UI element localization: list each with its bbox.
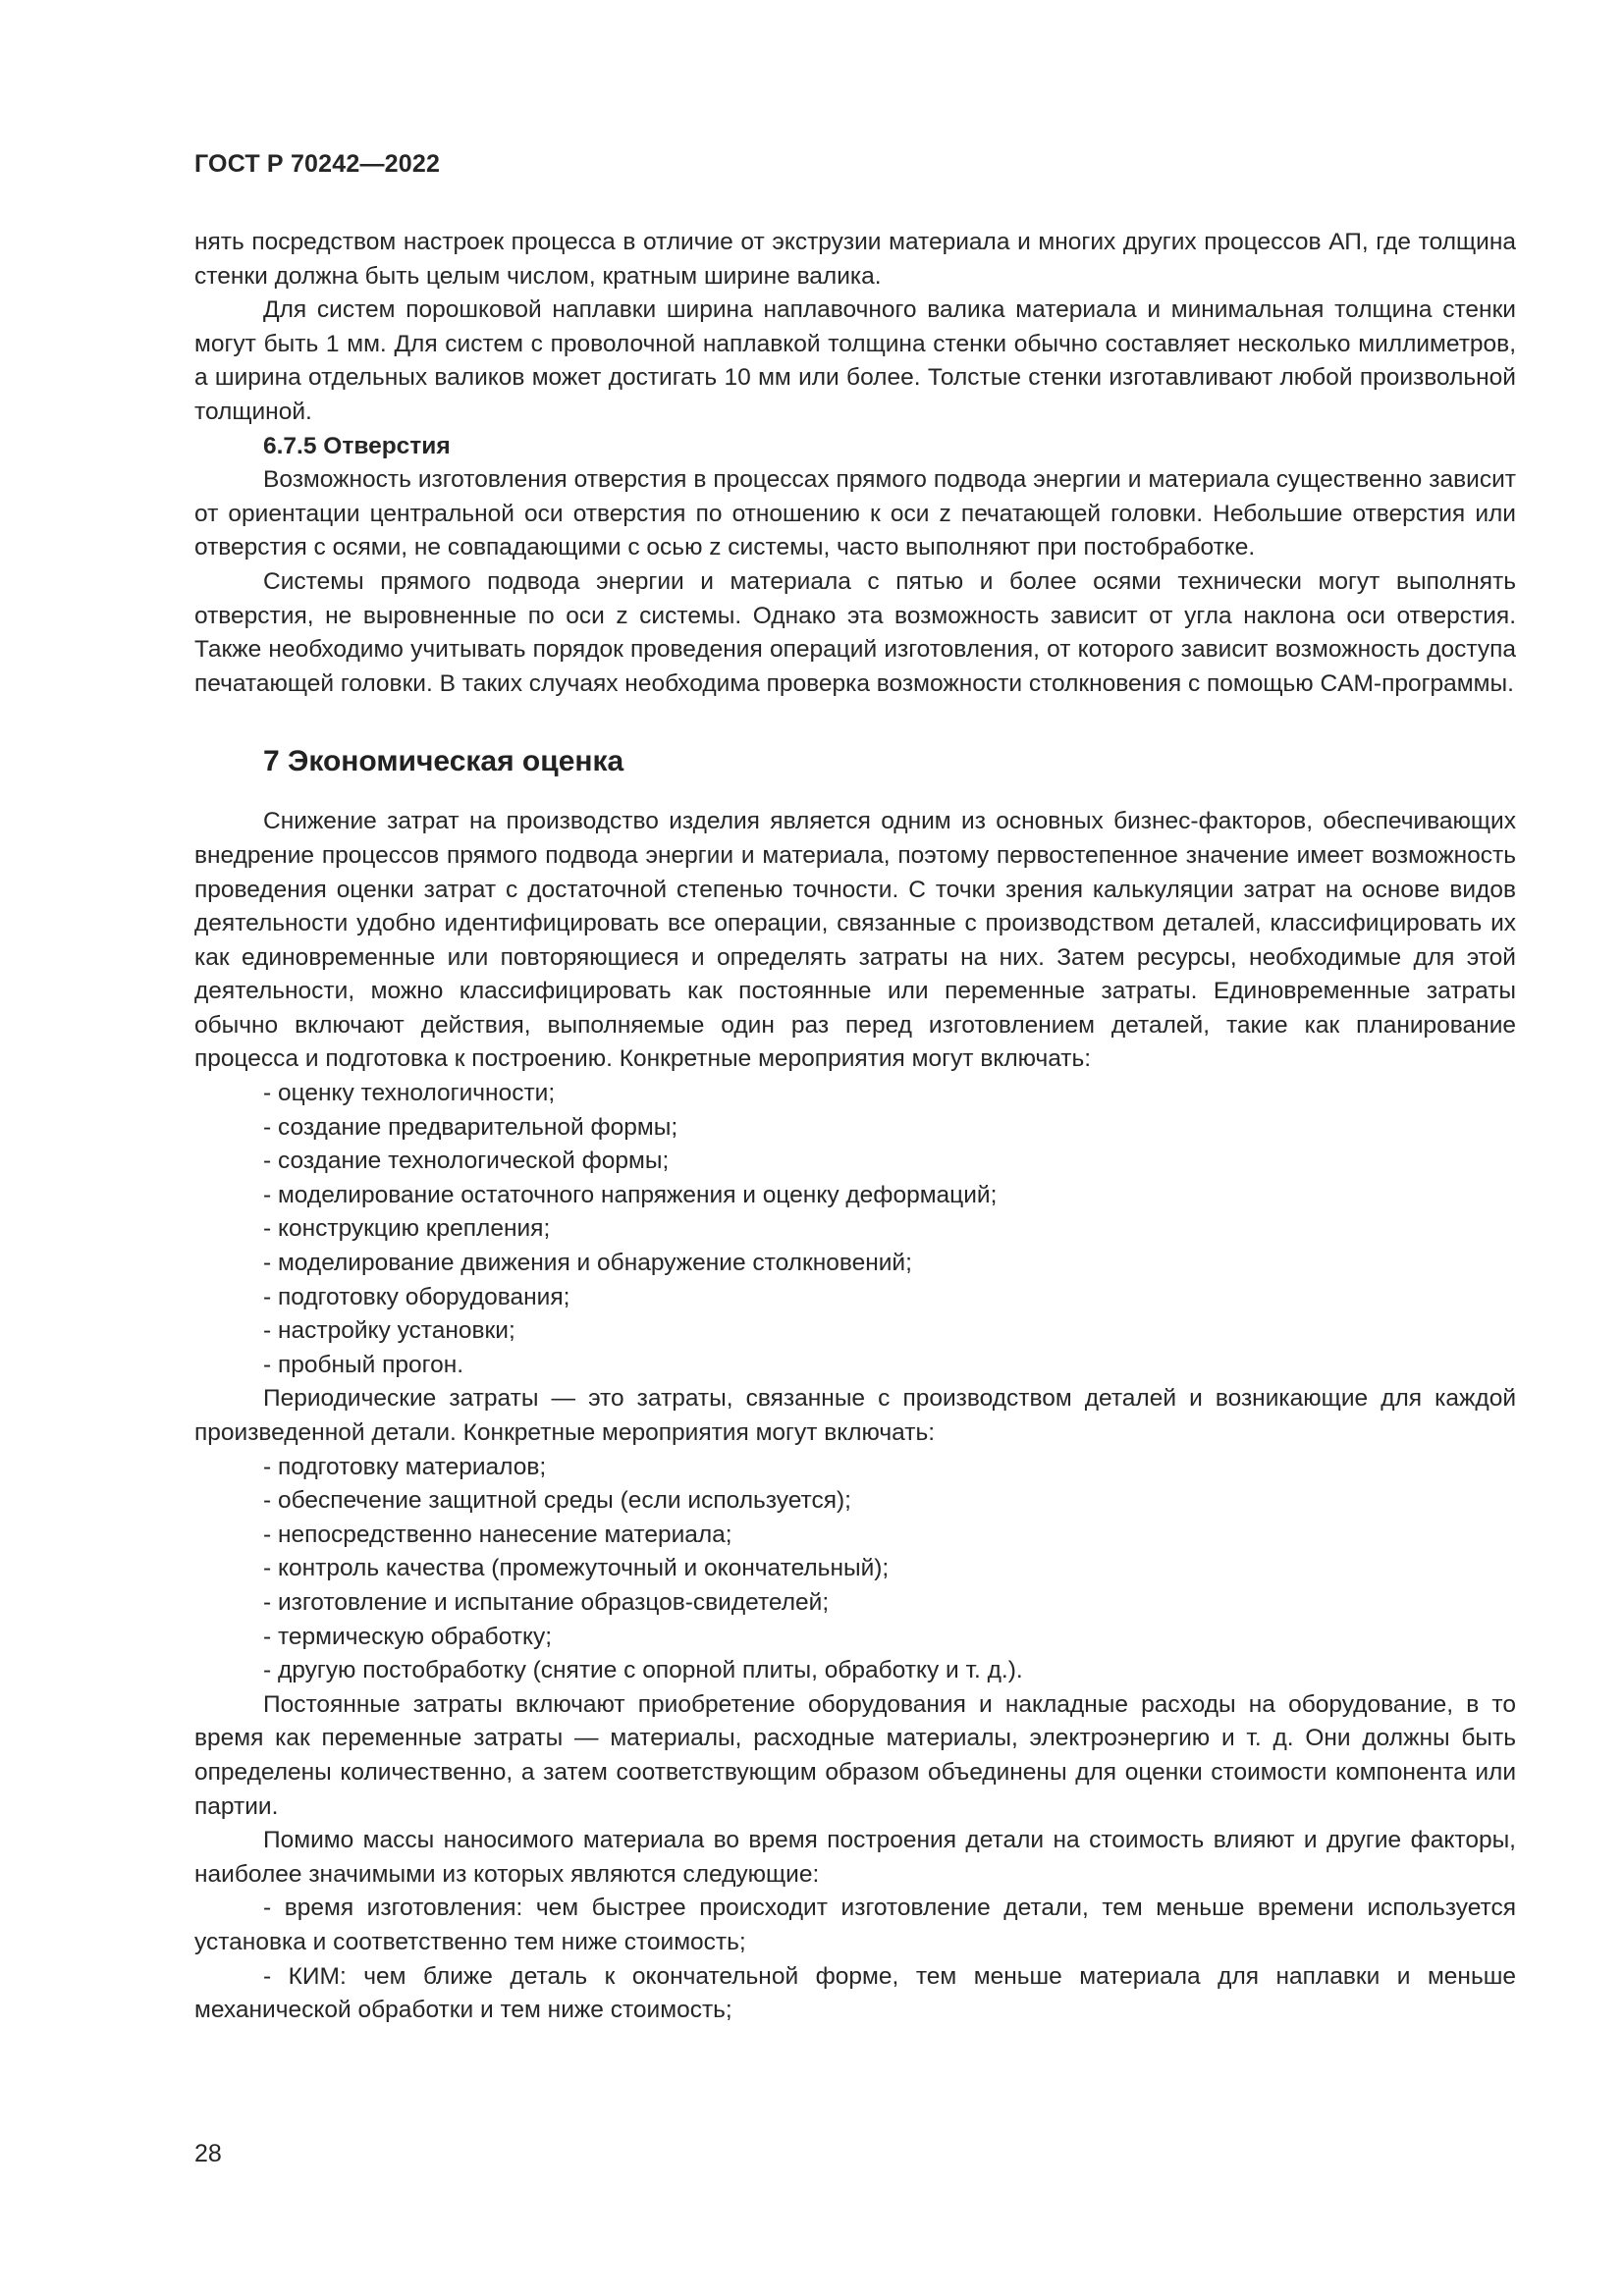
standard-header: ГОСТ Р 70242—2022: [194, 150, 441, 178]
list-item: - контроль качества (промежуточный и окончательный);: [263, 1555, 890, 1582]
list-item: - термическую обработку;: [263, 1623, 553, 1650]
page-number: 28: [194, 2140, 222, 2167]
list-item: - создание предварительной формы;: [263, 1113, 678, 1141]
list-item: - моделирование движения и обнаружение столкновений;: [263, 1250, 912, 1277]
list-item: - создание технологической формы;: [263, 1148, 670, 1175]
list-item: - оценку технологичности;: [263, 1080, 556, 1107]
list-item: - пробный прогон.: [263, 1351, 464, 1378]
list-item: - настройку установки;: [263, 1317, 515, 1345]
list-item: - подготовку оборудования;: [263, 1283, 570, 1310]
paragraph-five-axis: Системы прямого подвода энергии и материала с пятью и более осями технически могут выполнять отверстия, не выровненные по оси z системы. Однако эта возможность зависит от угла наклона оси отверстия. Также необходимо учитывать порядок проведения операций изготовления, от которого зависит возможность доступа печатающей головки. В таких случаях необходима проверка возможности столкновения с помощью CAM-программы.: [194, 567, 1516, 697]
list-item: - изготовление и испытание образцов-свидетелей;: [263, 1588, 830, 1616]
one-time-activities-list: [194, 1077, 1516, 1382]
paragraph-continuation: нять посредством настроек процесса в отличие от экструзии материала и многих других процессов АП, где толщина стенки должна быть целым числом, кратным ширине валика.: [194, 229, 1516, 290]
subsection-heading-holes: 6.7.5 Отверстия: [263, 432, 451, 459]
list-item: - моделирование остаточного напряжения и оценку деформаций;: [263, 1181, 998, 1208]
section-heading-economic-evaluation: 7 Экономическая оценка: [263, 745, 624, 778]
list-item: - другую постобработку (снятие с опорной плиты, обработку и т. д.).: [263, 1657, 1023, 1684]
list-item: - непосредственно нанесение материала;: [263, 1521, 732, 1548]
paragraph-build-time: - время изготовления: чем быстрее происходит изготовление детали, тем меньше времени используется установка и соответственно тем ниже стоимость;: [194, 1895, 1516, 1955]
paragraph-holes-orientation: Возможность изготовления отверстия в процессах прямого подвода энергии и материала существенно зависит от ориентации центральной оси отверстия по отношению к оси z печатающей головки. Небольшие отверстия или отверстия с осями, не совпадающими с осью z системы, часто выполняют при постобработке.: [194, 466, 1516, 561]
paragraph-fixed-variable-costs: Постоянные затраты включают приобретение оборудования и накладные расходы на оборудование, в то время как переменные затраты — материалы, расходные материалы, электроэнергию и т. д. Они должны быть определены количественно, а затем соответствующим образом объединены для оценки стоимости компонента или партии.: [194, 1690, 1516, 1820]
body-text: [194, 226, 1516, 2028]
paragraph-material-utilization: - КИМ: чем ближе деталь к окончательной форме, тем меньше материала для наплавки и меньше механической обработки и тем ниже стоимость;: [194, 1962, 1516, 2024]
paragraph-other-factors: Помимо массы наносимого материала во время построения детали на стоимость влияют и другие факторы, наиболее значимыми из которых являются следующие:: [194, 1827, 1516, 1888]
paragraph-cost-reduction: Снижение затрат на производство изделия является одним из основных бизнес-факторов, обеспечивающих внедрение процессов прямого подвода энергии и материала, поэтому первостепенное значение имеет возможность проведения оценки затрат с достаточной степенью точности. С точки зрения калькуляции затрат на основе видов деятельности удобно идентифицировать все операции, связанные с производством деталей, классифицировать их как единовременные или повторяющиеся и определять затраты на них. Затем ресурсы, необходимые для этой деятельности, можно классифицировать как постоянные или переменные затраты. Единовременные затраты обычно включают действия, выполняемые один раз перед изготовлением деталей, такие как планирование процесса и подготовка к построению. Конкретные мероприятия могут включать:: [194, 808, 1516, 1073]
list-item: - обеспечение защитной среды (если используется);: [263, 1487, 851, 1515]
paragraph-wall-thickness: Для систем порошковой наплавки ширина наплавочного валика материала и минимальная толщина стенки могут быть 1 мм. Для систем с проволочной наплавкой толщина стенки обычно составляет несколько миллиметров, а ширина отдельных валиков может достигать 10 мм или более. Толстые стенки изготавливают любой произвольной толщиной.: [194, 296, 1516, 425]
periodic-activities-list: [194, 1451, 1516, 1688]
list-item: - подготовку материалов;: [263, 1453, 547, 1480]
list-item: - конструкцию крепления;: [263, 1215, 551, 1243]
paragraph-periodic-costs: Периодические затраты — это затраты, связанные с производством деталей и возникающие для каждой произведенной детали. Конкретные мероприятия могут включать:: [194, 1385, 1516, 1446]
